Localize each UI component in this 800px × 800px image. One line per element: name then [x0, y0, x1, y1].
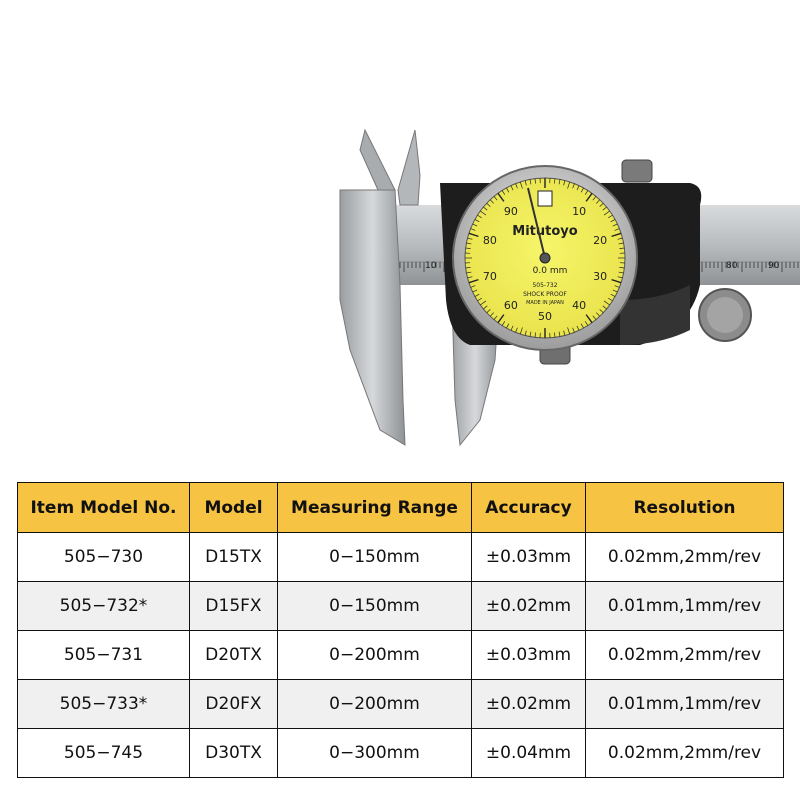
dial-number-50: 50 [538, 310, 552, 323]
cell-item-model-no: 505−745 [18, 729, 190, 778]
cell-model: D20FX [190, 680, 278, 729]
cell-resolution: 0.02mm,2mm/rev [586, 729, 784, 778]
cell-item-model-no: 505−730 [18, 533, 190, 582]
cell-resolution: 0.02mm,2mm/rev [586, 533, 784, 582]
cell-model: D20TX [190, 631, 278, 680]
dial-unit: 0.0 mm [532, 266, 568, 276]
fixed-jaw [340, 190, 405, 445]
table-header-row [18, 483, 784, 533]
scale-label-right-90: 90 [768, 261, 780, 271]
dial-shock-proof: SHOCK PROOF [523, 291, 567, 298]
inside-jaw-right [398, 130, 420, 205]
cell-item-model-no: 505−732* [18, 582, 190, 631]
cell-accuracy: ±0.02mm [472, 582, 586, 631]
cell-item-model-no: 505−733* [18, 680, 190, 729]
cell-accuracy: ±0.04mm [472, 729, 586, 778]
cell-model: D15TX [190, 533, 278, 582]
table-row [18, 680, 784, 729]
cell-measuring-range: 0−200mm [278, 631, 472, 680]
dial-number-60: 60 [503, 298, 518, 312]
specification-table [17, 482, 784, 778]
header-resolution: Resolution [586, 483, 784, 533]
scale-label-right-80: 80 [726, 261, 738, 271]
dial-number-80: 80 [482, 234, 497, 248]
cell-measuring-range: 0−150mm [278, 533, 472, 582]
top-clamp-screw [622, 160, 652, 182]
cell-measuring-range: 0−150mm [278, 582, 472, 631]
dial-origin: MADE IN JAPAN [526, 300, 564, 306]
cell-resolution: 0.02mm,2mm/rev [586, 631, 784, 680]
cell-item-model-no: 505−731 [18, 631, 190, 680]
header-accuracy: Accuracy [472, 483, 586, 533]
dial-number-70: 70 [482, 269, 497, 283]
header-model: Model [190, 483, 278, 533]
table-row [18, 729, 784, 778]
dial-pivot [540, 253, 550, 263]
dial-number-90: 90 [503, 205, 518, 219]
cell-model: D30TX [190, 729, 278, 778]
dial-number-40: 40 [572, 298, 587, 312]
header-measuring-range: Measuring Range [278, 483, 472, 533]
scale-label-left-10: 10 [425, 261, 437, 271]
cell-accuracy: ±0.03mm [472, 533, 586, 582]
cell-resolution: 0.01mm,1mm/rev [586, 582, 784, 631]
cell-resolution: 0.01mm,1mm/rev [586, 680, 784, 729]
header-item-model-no: Item Model No. [18, 483, 190, 533]
cell-accuracy: ±0.02mm [472, 680, 586, 729]
cell-model: D15FX [190, 582, 278, 631]
cell-measuring-range: 0−300mm [278, 729, 472, 778]
cell-accuracy: ±0.03mm [472, 631, 586, 680]
table-row [18, 533, 784, 582]
table-row [18, 582, 784, 631]
dial-zero-box [538, 191, 552, 206]
dial-model: 505-732 [532, 282, 558, 289]
dial-number-30: 30 [593, 269, 608, 283]
dial-number-20: 20 [593, 234, 608, 248]
inside-jaw-left [360, 130, 395, 190]
cell-measuring-range: 0−200mm [278, 680, 472, 729]
dial-number-10: 10 [572, 205, 587, 219]
table-row [18, 631, 784, 680]
dial-brand: Mitutoyo [512, 224, 578, 239]
